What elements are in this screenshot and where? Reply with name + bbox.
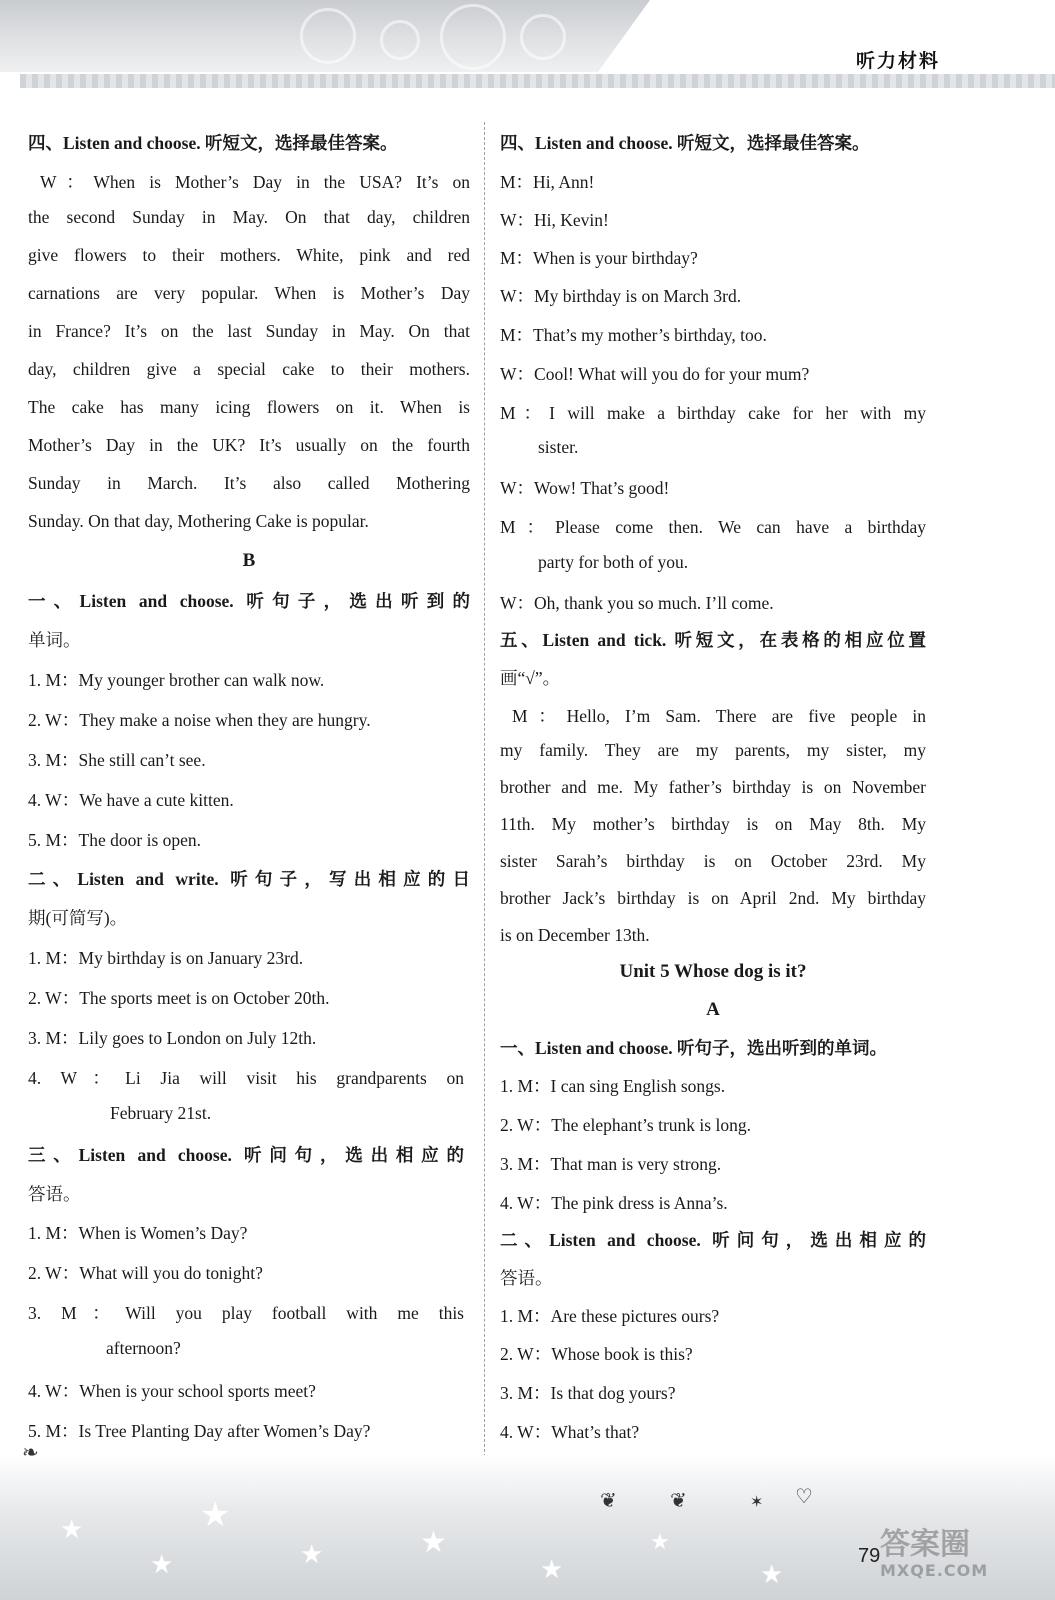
list-item: 3. M：That man is very strong. bbox=[500, 1154, 722, 1174]
passage-line: sister Sarah’s birthday is on October 23rd. My bbox=[500, 851, 926, 871]
list-item: 3. M：Will you play football with me this bbox=[28, 1303, 464, 1323]
passage-line: Sunday. On that day, Mothering Cake is popular. bbox=[28, 511, 369, 531]
section-heading: 画“√”。 bbox=[500, 668, 561, 688]
leaf-icon: ❦ bbox=[670, 1488, 687, 1512]
star-icon: ★ bbox=[760, 1560, 784, 1590]
part-heading: B bbox=[242, 550, 256, 571]
list-item: 1. M：When is Women’s Day? bbox=[28, 1223, 248, 1243]
list-item: 4. W：Li Jia will visit his grandparents on bbox=[28, 1068, 464, 1088]
list-item: 5. M：The door is open. bbox=[28, 830, 202, 850]
list-item: 2. W：They make a noise when they are hungry. bbox=[28, 710, 371, 730]
list-item: 3. M：Lily goes to London on July 12th. bbox=[28, 1028, 317, 1048]
section-heading: 一、Listen and choose. 听句子，选出听到的单词。 bbox=[500, 1038, 887, 1058]
star-icon: ★ bbox=[150, 1550, 174, 1580]
list-item: 4. W：We have a cute kitten. bbox=[28, 790, 234, 810]
list-item: 5. M：Is Tree Planting Day after Women’s Day? bbox=[28, 1421, 371, 1441]
star-icon: ★ bbox=[300, 1540, 324, 1570]
passage-line: the second Sunday in May. On that day, children bbox=[28, 207, 470, 227]
decorative-circle bbox=[440, 4, 506, 70]
column-divider bbox=[484, 122, 485, 1457]
dialogue-line: W：My birthday is on March 3rd. bbox=[500, 286, 742, 306]
section-heading: 单词。 bbox=[28, 630, 81, 650]
star-icon: ★ bbox=[650, 1530, 670, 1555]
section-label: 听力材料 bbox=[855, 50, 940, 72]
list-item-continuation: afternoon? bbox=[106, 1338, 181, 1358]
unit-title: Unit 5 Whose dog is it? bbox=[619, 961, 807, 982]
list-item: 1. M：My birthday is on January 23rd. bbox=[28, 948, 304, 968]
list-item: 4. W：When is your school sports meet? bbox=[28, 1381, 316, 1401]
dialogue-line: W：Hi, Kevin! bbox=[500, 210, 609, 230]
list-item: 3. M：She still can’t see. bbox=[28, 750, 206, 770]
watermark-url: MXQE.COM bbox=[880, 1561, 989, 1580]
section-heading: 二、Listen and choose. 听问句，选出相应的 bbox=[500, 1230, 926, 1250]
passage-line: give flowers to their mothers. White, pink and red bbox=[28, 245, 470, 265]
star-icon: ★ bbox=[200, 1495, 231, 1535]
dialogue-line: M：Hi, Ann! bbox=[500, 172, 595, 192]
section-heading: 五、Listen and tick. 听短文，在表格的相应位置 bbox=[500, 630, 926, 650]
list-item: 4. W：What’s that? bbox=[500, 1422, 640, 1442]
list-item: 2. W：What will you do tonight? bbox=[28, 1263, 263, 1283]
sparkle-icon: ✶ bbox=[750, 1492, 764, 1511]
section-heading: 二、Listen and write. 听句子，写出相应的日 bbox=[28, 869, 470, 889]
list-item: 3. M：Is that dog yours? bbox=[500, 1383, 676, 1403]
passage-line: day, children give a special cake to their mothers. bbox=[28, 359, 470, 379]
watermark-text: 答案圈 bbox=[880, 1527, 970, 1562]
passage-line: is on December 13th. bbox=[500, 925, 650, 945]
list-item-continuation: February 21st. bbox=[110, 1103, 212, 1123]
section-heading: 答语。 bbox=[500, 1268, 553, 1288]
watermark bbox=[880, 1527, 1040, 1600]
section-heading: 四、Listen and choose. 听短文，选择最佳答案。 bbox=[28, 133, 398, 153]
passage-line: The cake has many icing flowers on it. When is bbox=[28, 397, 470, 417]
dialogue-line: M：When is your birthday? bbox=[500, 248, 698, 268]
section-heading: 三、Listen and choose. 听问句，选出相应的 bbox=[28, 1145, 464, 1165]
passage-line: M：Hello, I’m Sam. There are five people in bbox=[512, 706, 926, 726]
passage-line: in France? It’s on the last Sunday in May. On that bbox=[28, 321, 470, 341]
dialogue-line: W：Cool! What will you do for your mum? bbox=[500, 364, 810, 384]
header-stripe bbox=[20, 74, 1055, 88]
section-heading: 期(可简写)。 bbox=[28, 908, 128, 928]
passage-line: Mother’s Day in the UK? It’s usually on the fourth bbox=[28, 435, 470, 455]
list-item: 1. M：My younger brother can walk now. bbox=[28, 670, 325, 690]
passage-line: brother and me. My father’s birthday is on November bbox=[500, 777, 926, 797]
list-item: 2. W：Whose book is this? bbox=[500, 1344, 693, 1364]
decorative-circle bbox=[520, 14, 566, 60]
passage-line: Sunday in March. It’s also called Mothering bbox=[28, 473, 470, 493]
list-item: 4. W：The pink dress is Anna’s. bbox=[500, 1193, 728, 1213]
dialogue-line: W：Wow! That’s good! bbox=[500, 478, 670, 498]
leaf-icon: ❦ bbox=[600, 1488, 617, 1512]
part-heading: A bbox=[706, 999, 720, 1020]
passage-line: my family. They are my parents, my sister, my bbox=[500, 740, 926, 760]
decorative-circle bbox=[300, 8, 356, 64]
star-icon: ★ bbox=[420, 1525, 447, 1560]
dialogue-line: M：I will make a birthday cake for her with my bbox=[500, 403, 926, 423]
passage-line: W：When is Mother’s Day in the USA? It’s on bbox=[40, 172, 470, 192]
list-item: 2. W：The sports meet is on October 20th. bbox=[28, 988, 330, 1008]
page-header bbox=[0, 0, 1055, 92]
section-heading: 一、Listen and choose. 听句子，选出听到的 bbox=[28, 591, 470, 611]
decorative-circle bbox=[380, 20, 420, 60]
star-icon: ★ bbox=[540, 1555, 564, 1585]
dialogue-line: M：That’s my mother’s birthday, too. bbox=[500, 325, 767, 345]
list-item: 2. W：The elephant’s trunk is long. bbox=[500, 1115, 751, 1135]
passage-line: 11th. My mother’s birthday is on May 8th. My bbox=[500, 814, 926, 834]
passage-line: brother Jack’s birthday is on April 2nd. My birthday bbox=[500, 888, 926, 908]
dialogue-line: M：Please come then. We can have a birthday bbox=[500, 517, 926, 537]
list-item: 1. M：Are these pictures ours? bbox=[500, 1306, 720, 1326]
star-icon: ★ bbox=[60, 1515, 84, 1545]
section-heading: 答语。 bbox=[28, 1184, 81, 1204]
dialogue-continuation: party for both of you. bbox=[538, 552, 689, 572]
page-number: 79 bbox=[858, 1545, 881, 1567]
dialogue-line: W：Oh, thank you so much. I’ll come. bbox=[500, 593, 774, 613]
leaf-icon: ❧ bbox=[22, 1440, 39, 1464]
list-item: 1. M：I can sing English songs. bbox=[500, 1076, 726, 1096]
section-heading: 四、Listen and choose. 听短文，选择最佳答案。 bbox=[500, 133, 870, 153]
dialogue-continuation: sister. bbox=[538, 437, 579, 457]
passage-line: carnations are very popular. When is Mother’s Day bbox=[28, 283, 470, 303]
heart-icon: ♡ bbox=[795, 1484, 813, 1508]
